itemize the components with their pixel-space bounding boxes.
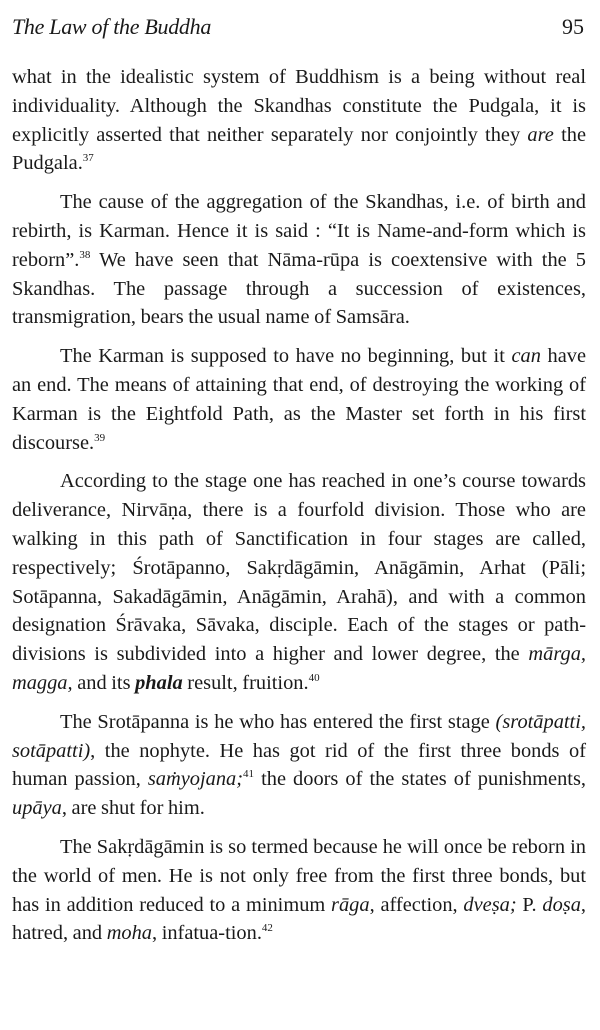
text-run: the Pudgala.: [12, 123, 586, 175]
text-run: The cause of the aggregation of the Skandhas, i.e. of birth and rebirth, is Karman. Hence it is said : “It is Name-and-form which is reborn”.: [12, 191, 586, 271]
footnote-ref: 40: [308, 672, 320, 685]
text-run: The Karman is supposed to have no beginning, but it: [60, 345, 512, 368]
footnote-ref: 37: [82, 152, 94, 165]
emphasized-text: phala: [135, 671, 183, 694]
paragraph: [12, 63, 586, 178]
body-text: [12, 63, 586, 948]
text-run: , hatred, and: [12, 893, 587, 945]
text-run: result, fruition.: [182, 671, 309, 694]
text-run: the doors of the states of punishments,: [254, 768, 586, 791]
footnote-ref: 39: [94, 431, 106, 444]
running-title: The Law of the Buddha: [12, 14, 212, 39]
paragraph: [12, 188, 586, 332]
paragraph: [12, 342, 586, 457]
emphasized-text: doṣa: [542, 893, 581, 916]
emphasized-text: mārga, magga,: [12, 643, 586, 694]
emphasized-text: moha: [106, 922, 152, 945]
text-run: , infatua-tion.: [152, 922, 262, 945]
emphasized-text: saṁyojana;: [147, 768, 244, 791]
text-run: what in the idealistic system of Buddhism is a being without real individuality. Although the Skandhas constitute the Pudgala, it is explicitly asserted that neither separately nor conjointly they: [12, 66, 586, 146]
text-run: We have seen that Nāma-rūpa is coextensive with the 5 Skandhas. The passage through a succession of existences, transmigration, bears the usual name of Samsāra.: [12, 248, 586, 329]
text-run: P.: [516, 893, 543, 916]
page-number: 95: [562, 14, 584, 39]
emphasized-text: dveṣa;: [463, 893, 517, 916]
emphasized-text: rāga: [331, 893, 370, 916]
text-run: The Sakṛdāgāmin is so termed because he will once be reborn in the world of men. He is not only free from the first three bonds, but has in addition reduced to a minimum: [12, 835, 586, 916]
paragraph: [12, 467, 586, 697]
emphasized-text: can: [511, 345, 541, 368]
footnote-ref: 41: [243, 768, 255, 781]
text-run: , affection,: [369, 893, 464, 916]
paragraph: [12, 708, 586, 823]
text-run: The Srotāpanna is he who has entered the first stage: [60, 710, 496, 733]
emphasized-text: upāya: [12, 797, 62, 820]
text-run: have an end. The means of attaining that end, of destroying the working of Karman is the Eightfold Path, as the Master set forth in his first discourse.: [12, 345, 586, 454]
emphasized-text: are: [527, 123, 554, 146]
text-run: and its: [72, 671, 136, 694]
emphasized-text: (srotāpatti, sotāpatti): [12, 710, 586, 762]
text-run: According to the stage one has reached in one’s course towards deliverance, Nirvāṇa, there is a fourfold division. Those who are walking in this path of Sanctification in four stages are called, respectively; Śrotāpanno, Sakṛdāgāmin, Anāgāmin, Arhat (Pāli; Sotāpanna, Sakadāgāmin, Anāgāmin, Arahā), and with a common designation Śrāvaka, Sāvaka, disciple. Each of the stages or path-divisions is subdivided into a higher and lower degree, the: [12, 470, 586, 666]
footnote-ref: 42: [261, 922, 273, 935]
footnote-ref: 38: [79, 248, 91, 261]
text-run: , are shut for him.: [61, 797, 205, 820]
text-run: , the nophyte. He has got rid of the first three bonds of human passion,: [12, 739, 586, 791]
running-header: [12, 0, 586, 39]
paragraph: [12, 833, 586, 948]
